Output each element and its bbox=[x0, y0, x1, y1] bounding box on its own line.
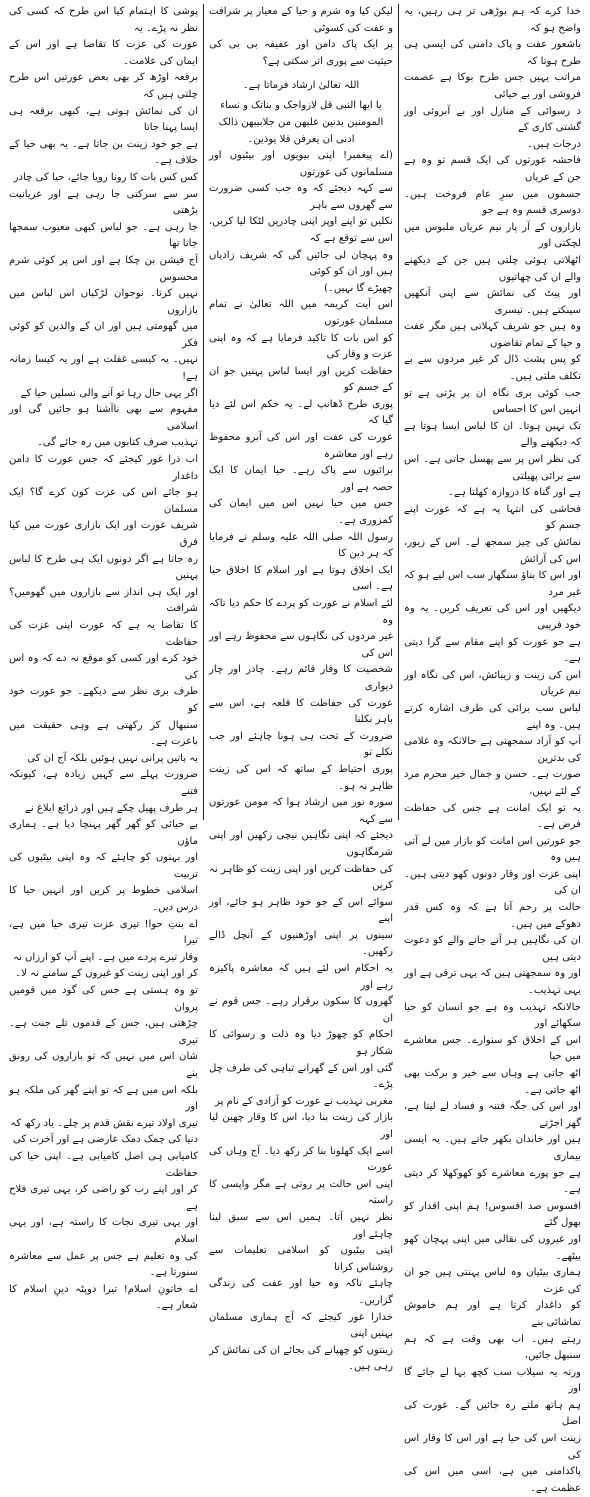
text-line: اپنی عزت اور وقار دونوں کھو دیتی ہیں۔ ان کی bbox=[404, 868, 581, 897]
text-line: ہر طرف پھیل چکے ہیں اور ذرائع ابلاغ نے bbox=[24, 802, 198, 814]
arabic-verse: یا ایھا النبی قل لازواجک و بناتک و نساء المومنین یدنین علیھن من جلابیبھن ذالک ادنی ان یعرفن فلا یوذین۔ bbox=[218, 99, 384, 145]
text-line: اسے ایک کھلونا بنا کر رکھ دیا۔ آج وہاں کی عورت bbox=[209, 1145, 393, 1174]
text-line: سر سے سرکتی جا رہی ہے اور عریانیت بڑھتی bbox=[9, 188, 198, 217]
text-line: لئے اسلام نے عورت کو پردے کا حکم دیا تاکہ وہ bbox=[209, 598, 393, 626]
text-line: خدا کرے کہ ہم بوڑھی تر ہی رہیں، یہ واضح ہو کہ bbox=[404, 6, 581, 34]
text-line: غیر مردوں کی نگاہوں سے محفوظ رہے اور اس کی bbox=[209, 631, 393, 659]
text-line: افسوس صد افسوس! ہم اپنی اقدار کو بھول گئے bbox=[404, 1200, 581, 1229]
text-line: دیجئے کہ اپنی نگاہیں نیچی رکھیں اور اپنی شرمگاہوں bbox=[209, 830, 393, 858]
text-line: ہے اور گناہ کا دروازہ کھلتا ہے۔ bbox=[448, 487, 581, 499]
text-line: ایک اخلاق ہوتا ہے اور اسلام کا اخلاق حیا ہے۔ اسی bbox=[209, 564, 393, 593]
text-line: جس میں حیا نہیں اس میں ایمان کی کمزوری ہے۔ bbox=[209, 498, 393, 527]
text-line: سے کہہ دیجئے کہ وہ جب کسی ضرورت سے گھروں سے باہر bbox=[209, 183, 393, 211]
text-line: آپ کو آزاد سمجھتی ہے حالانکہ وہ غلامی کی بدترین bbox=[404, 736, 581, 764]
text-line: ہو جائے اس کی عزت کون کرے گا؟ ایک مسلمان bbox=[9, 487, 198, 515]
text-line: ہے جو عورت کو اپنے مقام سے گرا دیتی ہے۔ bbox=[404, 636, 581, 665]
text-line: شریف عورت اور ایک بازاری عورت میں کیا فرق bbox=[9, 520, 198, 548]
text-line: وہ پہچان لی جائیں گی کہ شریف زادیاں ہیں اور ان کو کوئی bbox=[209, 249, 393, 278]
text-line: فحاشی کی انتہا یہ ہے کہ عورت اپنے جسم کو bbox=[404, 503, 581, 532]
text-line: بازار کی زینت بنا دیا، اس کا وقار چھین لیا اور bbox=[209, 1112, 393, 1140]
text-line: اے بنتِ حوا! تیری عزت تیری حیا میں ہے، تیرا bbox=[9, 918, 198, 947]
text-line: حفاظت کریں اور ایسا لباس پہنیں جو ان کے جسم کو bbox=[209, 365, 393, 394]
text-line: درجات ہیں۔ bbox=[527, 138, 581, 150]
text-line: اب ذرا غور کیجئے کہ جس عورت کا دامن داغدار bbox=[9, 454, 198, 482]
text-line: اور ایک ہی انداز سے بازاروں میں گھومیں؟ شرافت bbox=[9, 586, 198, 615]
text-line: نکلیں تو اپنے اوپر اپنی چادریں لٹکا لیا کریں، اس سے توقع ہے کہ bbox=[209, 216, 393, 244]
text-line: اگر یہی حال رہا تو آنے والی نسلیں حیا کے bbox=[20, 387, 198, 399]
text-line: اٹھ جاتی ہے وہاں سے خیر و برکت بھی اٹھ جاتی ہے۔ bbox=[404, 1068, 581, 1096]
text-line: عورت کی عزت کا تقاضا ہے اور اس کے ایمان کی علامت۔ bbox=[9, 39, 198, 67]
text-line: ضرورت کے تحت ہی ہونا چاہئے اور جب نکلے تو bbox=[209, 730, 393, 759]
text-line: ان کی نگاہیں ہر آنے جانے والے کو دعوت دیتی ہیں bbox=[404, 935, 581, 963]
text-line: مغربی تہذیب نے عورت کو آزادی کے نام پر bbox=[215, 1095, 393, 1107]
text-line: ہے جو پورے معاشرے کو کھوکھلا کر دیتی ہے۔ bbox=[404, 1167, 581, 1196]
text-line: نظر نہیں آتا۔ ہمیں اس سے سبق لینا چاہئے اور bbox=[209, 1211, 393, 1240]
text-line: نہیں کرتا۔ نوجوان لڑکیاں اس لباس میں بازاروں bbox=[9, 288, 198, 316]
middle-body bbox=[209, 148, 393, 1376]
text-line: تیری اولاد تیرے نقش قدم پر چلے۔ یاد رکھ کہ bbox=[10, 1117, 198, 1129]
text-line: حالانکہ تہذیب وہ ہے جو انسان کو حیا سکھائے اور bbox=[404, 1001, 581, 1030]
text-line: یہ باتیں پرانی نہیں ہوئیں بلکہ آج ان کی bbox=[27, 752, 198, 764]
text-line: فاحشہ عورتوں کی ایک قسم تو وہ ہے جن کے عریاں bbox=[404, 155, 581, 183]
text-line: ضرورت پہلے سے کہیں زیادہ ہے، کیونکہ فتنے bbox=[9, 769, 198, 797]
text-line: سینوں پر اپنی اوڑھنیوں کے آنچل ڈالے رکھیں۔ bbox=[209, 929, 393, 958]
text-line: احکام کو چھوڑ دیا وہ ذلت و رسوائی کا شکار ہو bbox=[209, 1029, 393, 1058]
text-line: اپنی بیٹیوں کو اسلامی تعلیمات سے روشناس کرانا bbox=[209, 1245, 393, 1273]
text-line: ہیں اور خاندان بکھر جاتے ہیں۔ یہ ایسی بیماری bbox=[404, 1134, 581, 1162]
text-line: ہماری بیٹیاں وہ لباس پہنتی ہیں جو ان کی عزت bbox=[404, 1267, 581, 1295]
text-line: لیکن کیا وہ شرم و حیا کے معیار پر شرافت و عفت کی کسوٹی bbox=[209, 6, 393, 34]
text-line: خدارا غور کیجئے کہ آج ہماری مسلمان بہنیں اپنی bbox=[209, 1311, 393, 1340]
text-line: تک نہیں ہوتا۔ ان کا لباس ایسا ہوتا ہے کہ دیکھنے والے bbox=[404, 420, 581, 449]
text-line: صورت ہے۔ حسن و جمال خیر محرم مرد کے لئے نہیں، bbox=[404, 769, 581, 797]
text-line: اور وہ سمجھتی ہیں کہ یہی ترقی ہے اور یہی تہذیب۔ bbox=[404, 968, 581, 997]
text-line: خود کرے اور کسی کو موقع نہ دے کہ وہ اس کی bbox=[9, 653, 198, 681]
text-line: جو عورتیں اس امانت کو بازار میں لے آتی ہیں وہ bbox=[404, 835, 581, 864]
text-line: ہم ہاتھ ملتے رہ جائیں گے۔ عورت کی اصل bbox=[404, 1399, 581, 1428]
text-line: مراتب یہیں جس طرح بوکا ہے عصمت فروشی اور بے حیائی bbox=[404, 72, 581, 100]
text-line: ہے جو خود زینت بن جاتا ہے۔ یہ بھی حیا کے خلاف ہے۔ bbox=[9, 138, 198, 167]
text-line: پوری طرح ڈھانپ لے۔ یہ حکم اس لئے دیا گیا کہ bbox=[209, 398, 393, 427]
text-line: کو پس پشت ڈال کر غیر مردوں سے بے تکلف ملتی ہیں۔ bbox=[404, 354, 581, 383]
text-line: اس کے اخلاق کو سنوارے۔ جس معاشرے میں حیا bbox=[404, 1034, 581, 1063]
text-line: جا رہی ہے۔ جو لباس کبھی معیوب سمجھا جاتا تھا bbox=[9, 221, 198, 250]
middle-column bbox=[203, 4, 399, 1373]
text-line: کو اس بات کا تاکید فرمایا ہے کہ وہ اپنی عزت و وقار کی bbox=[209, 332, 393, 361]
text-line: اے خاتونِ اسلام! تیرا دوپٹہ دینِ اسلام کا شعار ہے۔ bbox=[9, 1283, 198, 1312]
text-line: شخصیت کا وقار قائم رہے۔ چادر اور چار دیواری bbox=[209, 664, 393, 692]
right-column bbox=[399, 4, 586, 1494]
text-line: تو وہ ہستی ہے جس کی گود میں قومیں پروان bbox=[9, 985, 198, 1013]
text-line: سنبھال کر رکھتی ہے وہی حقیقت میں باعزت ہے۔ bbox=[9, 719, 198, 748]
text-line: جب کوئی بری نگاہ ان پر پڑتی ہے تو انہیں اس کا احساس bbox=[404, 387, 581, 416]
text-line: اور اس کا بناؤ سنگھار سب اس لیے ہو کہ غیر مرد bbox=[404, 570, 581, 598]
text-line: اس آیت کریمہ میں اللہ تعالیٰ نے تمام مسلمان عورتوں bbox=[209, 299, 393, 327]
text-line: کامیابی ہی اصل کامیابی ہے۔ اپنی حیا کی حفاظت bbox=[9, 1150, 198, 1179]
text-line: اپنی اس حالت پر روتی ہے مگر واپسی کا راستہ bbox=[209, 1178, 393, 1207]
text-line: دیکھیں اور اس کی تعریف کریں۔ یہ وہ خود فریبی bbox=[404, 603, 581, 631]
text-line: زینتوں کو چھپانے کی بجائے ان کی نمائش کر رہی ہیں۔ bbox=[209, 1344, 393, 1373]
text-line: پوشی کا اہتمام کیا اس طرح کہ کسی کی نظر نہ پڑے۔ یہ bbox=[9, 6, 198, 34]
text-line: برقعہ اوڑھ کر بھی بعض عورتیں اس طرح چلتی ہیں کہ bbox=[9, 72, 198, 100]
text-line: دنیا کی چمک دمک عارضی ہے اور آخرت کی bbox=[12, 1134, 198, 1146]
text-line: چاہئے تاکہ وہ حیا اور عفت کی زندگی گزاریں۔ bbox=[209, 1278, 393, 1306]
text-line: ان کی نمائش ہوتی ہے، کبھی برقعہ ہی ایسا پہنا جاتا bbox=[9, 105, 198, 134]
text-line: نمائش کی چیز سمجھ لے۔ اس کے زیور، اس کی آرائش bbox=[404, 537, 581, 565]
text-line: اٹھلاتی ہوئی چلتی ہیں جن کے دیکھنے والے ان کی چھاتیوں bbox=[404, 254, 581, 283]
text-line: شان اس میں نہیں کہ تو بازاروں کی رونق بنے bbox=[9, 1051, 198, 1079]
text-line: اور بہنوں کو چاہئے کہ وہ اپنی بیٹیوں کی تربیت bbox=[9, 852, 198, 880]
text-line: بلکہ اس میں ہے کہ تو اپنے گھر کی ملکہ ہو اور bbox=[9, 1084, 198, 1113]
text-line: بازاروں کے آر پار نیم عریاں ملبوس میں لچکتی اور bbox=[404, 221, 581, 250]
text-line: پاکدامنی میں ہے، اسی میں اس کی عظمت ہے۔ bbox=[404, 1466, 581, 1494]
text-line: گھروں کا سکون برقرار رہے۔ جس قوم نے ان bbox=[209, 996, 393, 1024]
text-line: کس کس بات کا رونا رویا جائے، حیا کی چادر bbox=[13, 171, 198, 183]
text-line: وہ ہیں جو شریف کہلاتی ہیں مگر عفت و حیا کے تمام تقاضوں bbox=[404, 321, 581, 349]
text-line: باشعور عفت و پاک دامنی کی ایسی ہی طرح ہوتا کہ bbox=[404, 39, 581, 67]
text-line: پر ایک پاک دامن اور عفیفہ بی بی کی حیثیت سے پوری اتر سکتی ہے؟ bbox=[209, 39, 393, 67]
text-line: رہتے ہیں۔ اب بھی وقت ہے کہ ہم سنبھل جائیں، bbox=[404, 1333, 581, 1362]
text-line: مفہوم سے بھی ناآشنا ہو جائیں گی اور اسلامی bbox=[9, 404, 198, 432]
text-line: چھیڑے گا نہیں۔) bbox=[323, 282, 393, 294]
text-line: کا تقاضا یہ ہے کہ عورت اپنی عزت کی حفاظت bbox=[9, 619, 198, 648]
text-line: کی حفاظت کریں اور اپنی زینت کو ظاہر نہ کریں bbox=[209, 863, 393, 892]
text-line: کو داغدار کرتا ہے اور ہم خاموش تماشائی بنے bbox=[404, 1300, 581, 1328]
text-line: سورہ نور میں ارشاد ہوا کہ مومن عورتوں سے کہہ bbox=[209, 797, 393, 825]
text-line: میں گھومتی ہیں اور ان کے والدین کو کوئی فکر bbox=[9, 321, 198, 349]
text-line: طرف بری نظر سے دیکھے۔ جو عورت خود کو bbox=[9, 686, 198, 714]
text-line: ورنہ یہ سیلاب سب کچھ بہا لے جائے گا اور bbox=[404, 1366, 581, 1395]
text-line: لباس سب برائی کی طرف اشارہ کرتے ہیں۔ وہ اپنے bbox=[404, 702, 581, 731]
text-line: سوائے اس کے جو خود ظاہر ہو جائے، اور اپنے bbox=[209, 896, 393, 925]
text-line: چڑھتی ہیں، جس کے قدموں تلے جنت ہے۔ تیری bbox=[9, 1018, 198, 1046]
text-line: عورت کی حفاظت کا قلعہ ہے، اس سے باہر نکلنا bbox=[209, 697, 393, 726]
text-line: کر اور اپنے رب کو راضی کر، یہی تیری فلاح ہے bbox=[9, 1184, 198, 1212]
text-line: اسلامی خطوط پر کریں اور انہیں حیا کا درس دیں۔ bbox=[9, 885, 198, 914]
text-line: رسول اللہ صلی اللہ علیہ وسلم نے فرمایا کہ ہر دین کا bbox=[209, 531, 393, 560]
text-line: اور یہی تیری نجات کا راستہ ہے، اور یہی اسلام bbox=[9, 1217, 198, 1245]
text-line: کر اور اپنی زینت کو غیروں کے سامنے نہ لا۔ bbox=[15, 968, 198, 980]
text-line: پوری احتیاط کے ساتھ کہ اس کی زینت ظاہر نہ ہو۔ bbox=[209, 763, 393, 792]
verse-intro: اللہ تعالیٰ ارشاد فرماتا ہے۔ bbox=[242, 80, 360, 92]
text-line: کی وہ تعلیم ہے جس پر عمل سے معاشرہ سنورتا ہے۔ bbox=[9, 1250, 198, 1279]
text-line: نہیں۔ یہ کیسی غفلت ہے اور یہ کیسا زمانہ ہے! bbox=[9, 354, 198, 383]
text-line: د رسوائی کے منازل اور بے آبروئی اور گشتی کاری کے bbox=[404, 105, 581, 134]
text-line: اور غیروں کی نقالی میں اپنی پہچان کھو بیٹھے۔ bbox=[404, 1233, 581, 1262]
text-line: برائیوں سے پاک رہے۔ حیا ایمان کا ایک حصہ ہے اور bbox=[209, 465, 393, 493]
text-line: زینت اس کی حیا ہے اور اس کا وقار اس کی bbox=[404, 1433, 581, 1461]
text-line: کی نظر اس پر سے پھسل جاتی ہے۔ اس سے برائی پھیلتی bbox=[404, 454, 581, 482]
text-line: وقار تیرے پردے میں ہے۔ اپنے آپ کو ارزاں نہ bbox=[13, 951, 198, 963]
text-line: اس کی زینت و زیبائش، اس کی نگاہ اور نیم عریاں bbox=[404, 669, 581, 698]
text-line: بے حیائی کو گھر گھر پہنچا دیا ہے۔ ہماری ماؤں bbox=[9, 819, 198, 847]
middle-intro bbox=[209, 4, 393, 70]
text-line: اور پیٹ کی نمائش سے اپنی آنکھیں سینکتے ہیں۔ تیسری bbox=[404, 288, 581, 316]
text-line: اور اس کی جگہ فتنہ و فساد لے لیتا ہے، گھر اجڑتے bbox=[404, 1101, 581, 1129]
text-line: گئی اور اس کے گھرانے تباہی کی طرف چل پڑے۔ bbox=[209, 1062, 393, 1091]
text-line: (اے پیغمبر! اپنی بیویوں اور بیٹیوں اور مسلمانوں کی عورتوں bbox=[209, 149, 393, 178]
text-line: تہذیب صرف کتابوں میں رہ جائے گی۔ bbox=[36, 437, 198, 449]
text-line: حالت پر رحم آتا ہے کہ وہ کس قدر دھوکے میں ہیں۔ bbox=[404, 902, 581, 930]
article-columns bbox=[4, 4, 586, 1494]
text-line: یہ احکام اس لئے ہیں کہ معاشرہ پاکیزہ رہے اور bbox=[209, 963, 393, 991]
text-line: یہ تو ایک امانت ہے جس کی حفاظت فرض ہے۔ bbox=[404, 802, 581, 831]
left-column bbox=[4, 4, 203, 1312]
text-line: عورت کی عفت اور اس کی آبرو محفوظ رہے اور معاشرہ bbox=[209, 432, 393, 460]
text-line: آج فیشن بن چکا ہے اور اس پر کوئی شرم محسوس bbox=[9, 254, 198, 283]
text-line: رہ جاتا ہے اگر دونوں ایک ہی طرح کا لباس پہنیں bbox=[9, 553, 198, 582]
text-line: جسموں میں سرِ عام فروخت ہیں۔ دوسری قسم وہ ہے جو bbox=[404, 188, 581, 217]
